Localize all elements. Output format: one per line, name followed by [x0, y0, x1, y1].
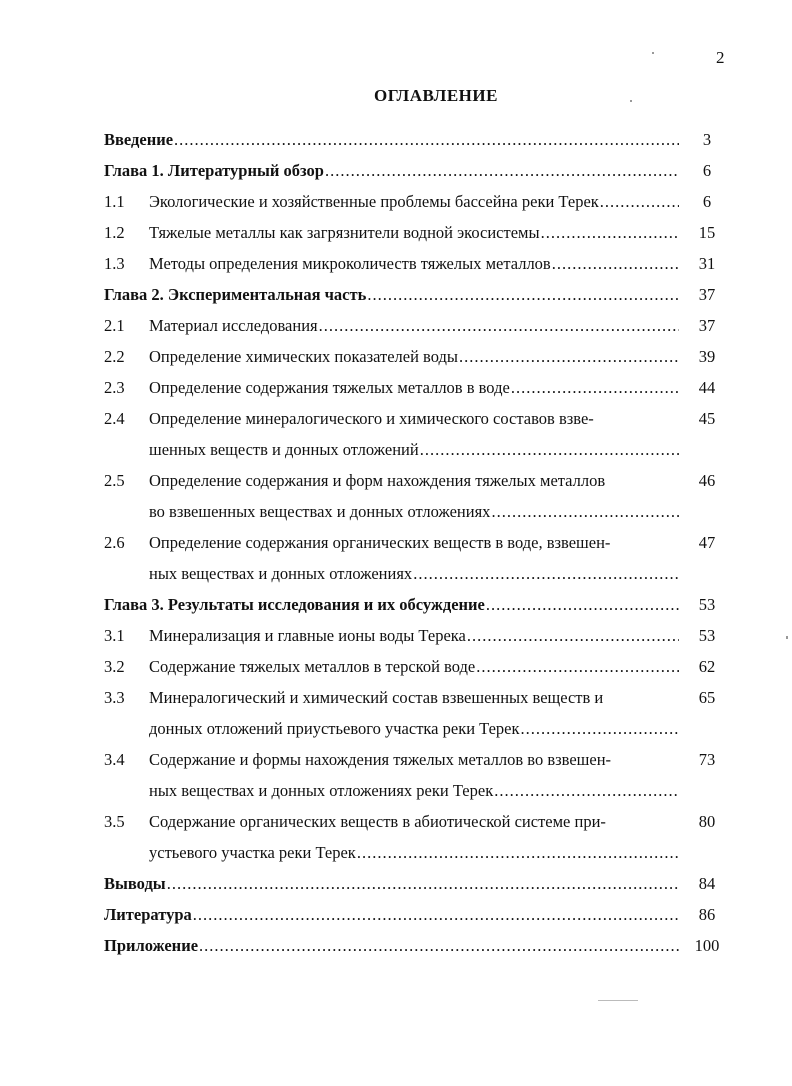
toc-entry-text: Тяжелые металлы как загрязнители водной экосистемы: [149, 223, 540, 242]
toc-entry-text-line1: Минералогический и химический состав взвешенных веществ и: [149, 688, 604, 707]
toc-entry-page: 62: [698, 657, 716, 676]
toc-entry-page: 65: [698, 688, 716, 707]
toc-entry-2-1: [0, 310, 792, 341]
toc-entry-number: 2.2: [104, 347, 125, 366]
toc-entry-page: 46: [698, 471, 716, 490]
toc-entry-3-3: [0, 682, 792, 744]
toc-entry-text-line2: шенных веществ и донных отложений: [149, 440, 419, 459]
toc-entry-text: Определение содержания тяжелых металлов в воде: [149, 378, 510, 397]
scan-speck: [652, 52, 654, 54]
toc-entry-number: 1.2: [104, 223, 125, 242]
toc-entry-text: Минерализация и главные ионы воды Терека: [149, 626, 466, 645]
toc-entry-number: 3.3: [104, 688, 125, 707]
toc-entry-literature: [0, 899, 792, 930]
toc-entry-text: Содержание тяжелых металлов в терской воде: [149, 657, 476, 676]
toc-entry-3-4: [0, 744, 792, 806]
toc-entry-text: Глава 2. Экспериментальная часть: [104, 285, 367, 304]
toc-entry-3-5: [0, 806, 792, 868]
toc-entry-page: 73: [698, 750, 716, 769]
toc-entry-page: 37: [698, 285, 716, 304]
toc-entry-1-2: [0, 217, 792, 248]
toc-entry-text-line1: Содержание и формы нахождения тяжелых металлов во взвешен-: [149, 750, 612, 769]
toc-entry-text: Материал исследования: [149, 316, 318, 335]
toc-entry-text: Экологические и хозяйственные проблемы бассейна реки Терек: [149, 192, 599, 211]
toc-entry-text-line2: во взвешенных веществах и донных отложениях: [149, 502, 491, 521]
toc-entry-page: 53: [698, 595, 716, 614]
toc-entry-page: 15: [698, 223, 716, 242]
toc-entry-text-line1: Определение минералогического и химического составов взве-: [149, 409, 594, 428]
toc-entry-number: 2.3: [104, 378, 125, 397]
toc-entry-2-2: [0, 341, 792, 372]
toc-entry-number: 3.2: [104, 657, 125, 676]
toc-entry-page: 86: [698, 905, 716, 924]
toc-entry-3-1: [0, 620, 792, 651]
toc-entry-text: Выводы: [104, 874, 166, 893]
toc-entry-page: 3: [702, 130, 712, 149]
toc-entry-number: 3.1: [104, 626, 125, 645]
toc-entry-number: 2.4: [104, 409, 125, 428]
toc-entry-2-3: [0, 372, 792, 403]
toc-entry-page: 37: [698, 316, 716, 335]
toc-entry-2-4: [0, 403, 792, 465]
toc-entry-text-line1: Определение содержания и форм нахождения тяжелых металлов: [149, 471, 606, 490]
toc-entry-text: Глава 3. Результаты исследования и их обсуждение: [104, 595, 485, 614]
toc-entry-2-5: [0, 465, 792, 527]
toc-entry-chapter-2: [0, 279, 792, 310]
toc-entry-text: Методы определения микроколичеств тяжелых металлов: [149, 254, 551, 273]
toc-entry-text: Введение: [104, 130, 174, 149]
toc-entry-page: 44: [698, 378, 716, 397]
toc-entry-page: 39: [698, 347, 716, 366]
toc-entry-text-line2: ных веществах и донных отложениях реки Терек: [149, 781, 494, 800]
toc-entry-number: 2.6: [104, 533, 125, 552]
toc-entry-text-line2: устьевого участка реки Терек: [149, 843, 356, 862]
toc-entry-page: 84: [698, 874, 716, 893]
toc-entry-text-line1: Определение содержания органических веществ в воде, взвешен-: [149, 533, 611, 552]
toc-entry-text-line2: ных веществах и донных отложениях: [149, 564, 413, 583]
page-number: 2: [716, 48, 725, 67]
toc-entry-text: Определение химических показателей воды: [149, 347, 458, 366]
toc-entry-page: 47: [698, 533, 716, 552]
toc-entry-1-1: [0, 186, 792, 217]
table-of-contents: [0, 124, 792, 961]
toc-entry-page: 45: [698, 409, 716, 428]
toc-entry-chapter-1: [0, 155, 792, 186]
toc-entry-text: Литература: [104, 905, 192, 924]
toc-entry-text-line2: донных отложений приустьевого участка реки Терек: [149, 719, 520, 738]
toc-entry-chapter-3: [0, 589, 792, 620]
toc-entry-number: 3.5: [104, 812, 125, 831]
toc-entry-number: 1.3: [104, 254, 125, 273]
toc-entry-number: 1.1: [104, 192, 125, 211]
toc-entry-appendix: [0, 930, 792, 961]
toc-entry-conclusions: [0, 868, 792, 899]
toc-entry-number: 3.4: [104, 750, 125, 769]
page-title: ОГЛАВЛЕНИЕ: [374, 86, 498, 105]
scan-speck: [598, 1000, 638, 1001]
toc-entry-1-3: [0, 248, 792, 279]
toc-entry-page: 6: [702, 192, 712, 211]
toc-entry-introduction: [0, 124, 792, 155]
toc-entry-page: 80: [698, 812, 716, 831]
toc-entry-page: 53: [698, 626, 716, 645]
toc-entry-number: 2.1: [104, 316, 125, 335]
toc-entry-3-2: [0, 651, 792, 682]
toc-entry-2-6: [0, 527, 792, 589]
toc-entry-page: 31: [698, 254, 716, 273]
toc-entry-number: 2.5: [104, 471, 125, 490]
toc-entry-page: 100: [694, 936, 720, 955]
toc-entry-text: Глава 1. Литературный обзор: [104, 161, 324, 180]
scan-speck: [786, 636, 788, 639]
toc-entry-text-line1: Содержание органических веществ в абиотической системе при-: [149, 812, 606, 831]
toc-entry-text: Приложение: [104, 936, 199, 955]
scan-speck: [630, 100, 632, 102]
toc-entry-page: 6: [702, 161, 712, 180]
